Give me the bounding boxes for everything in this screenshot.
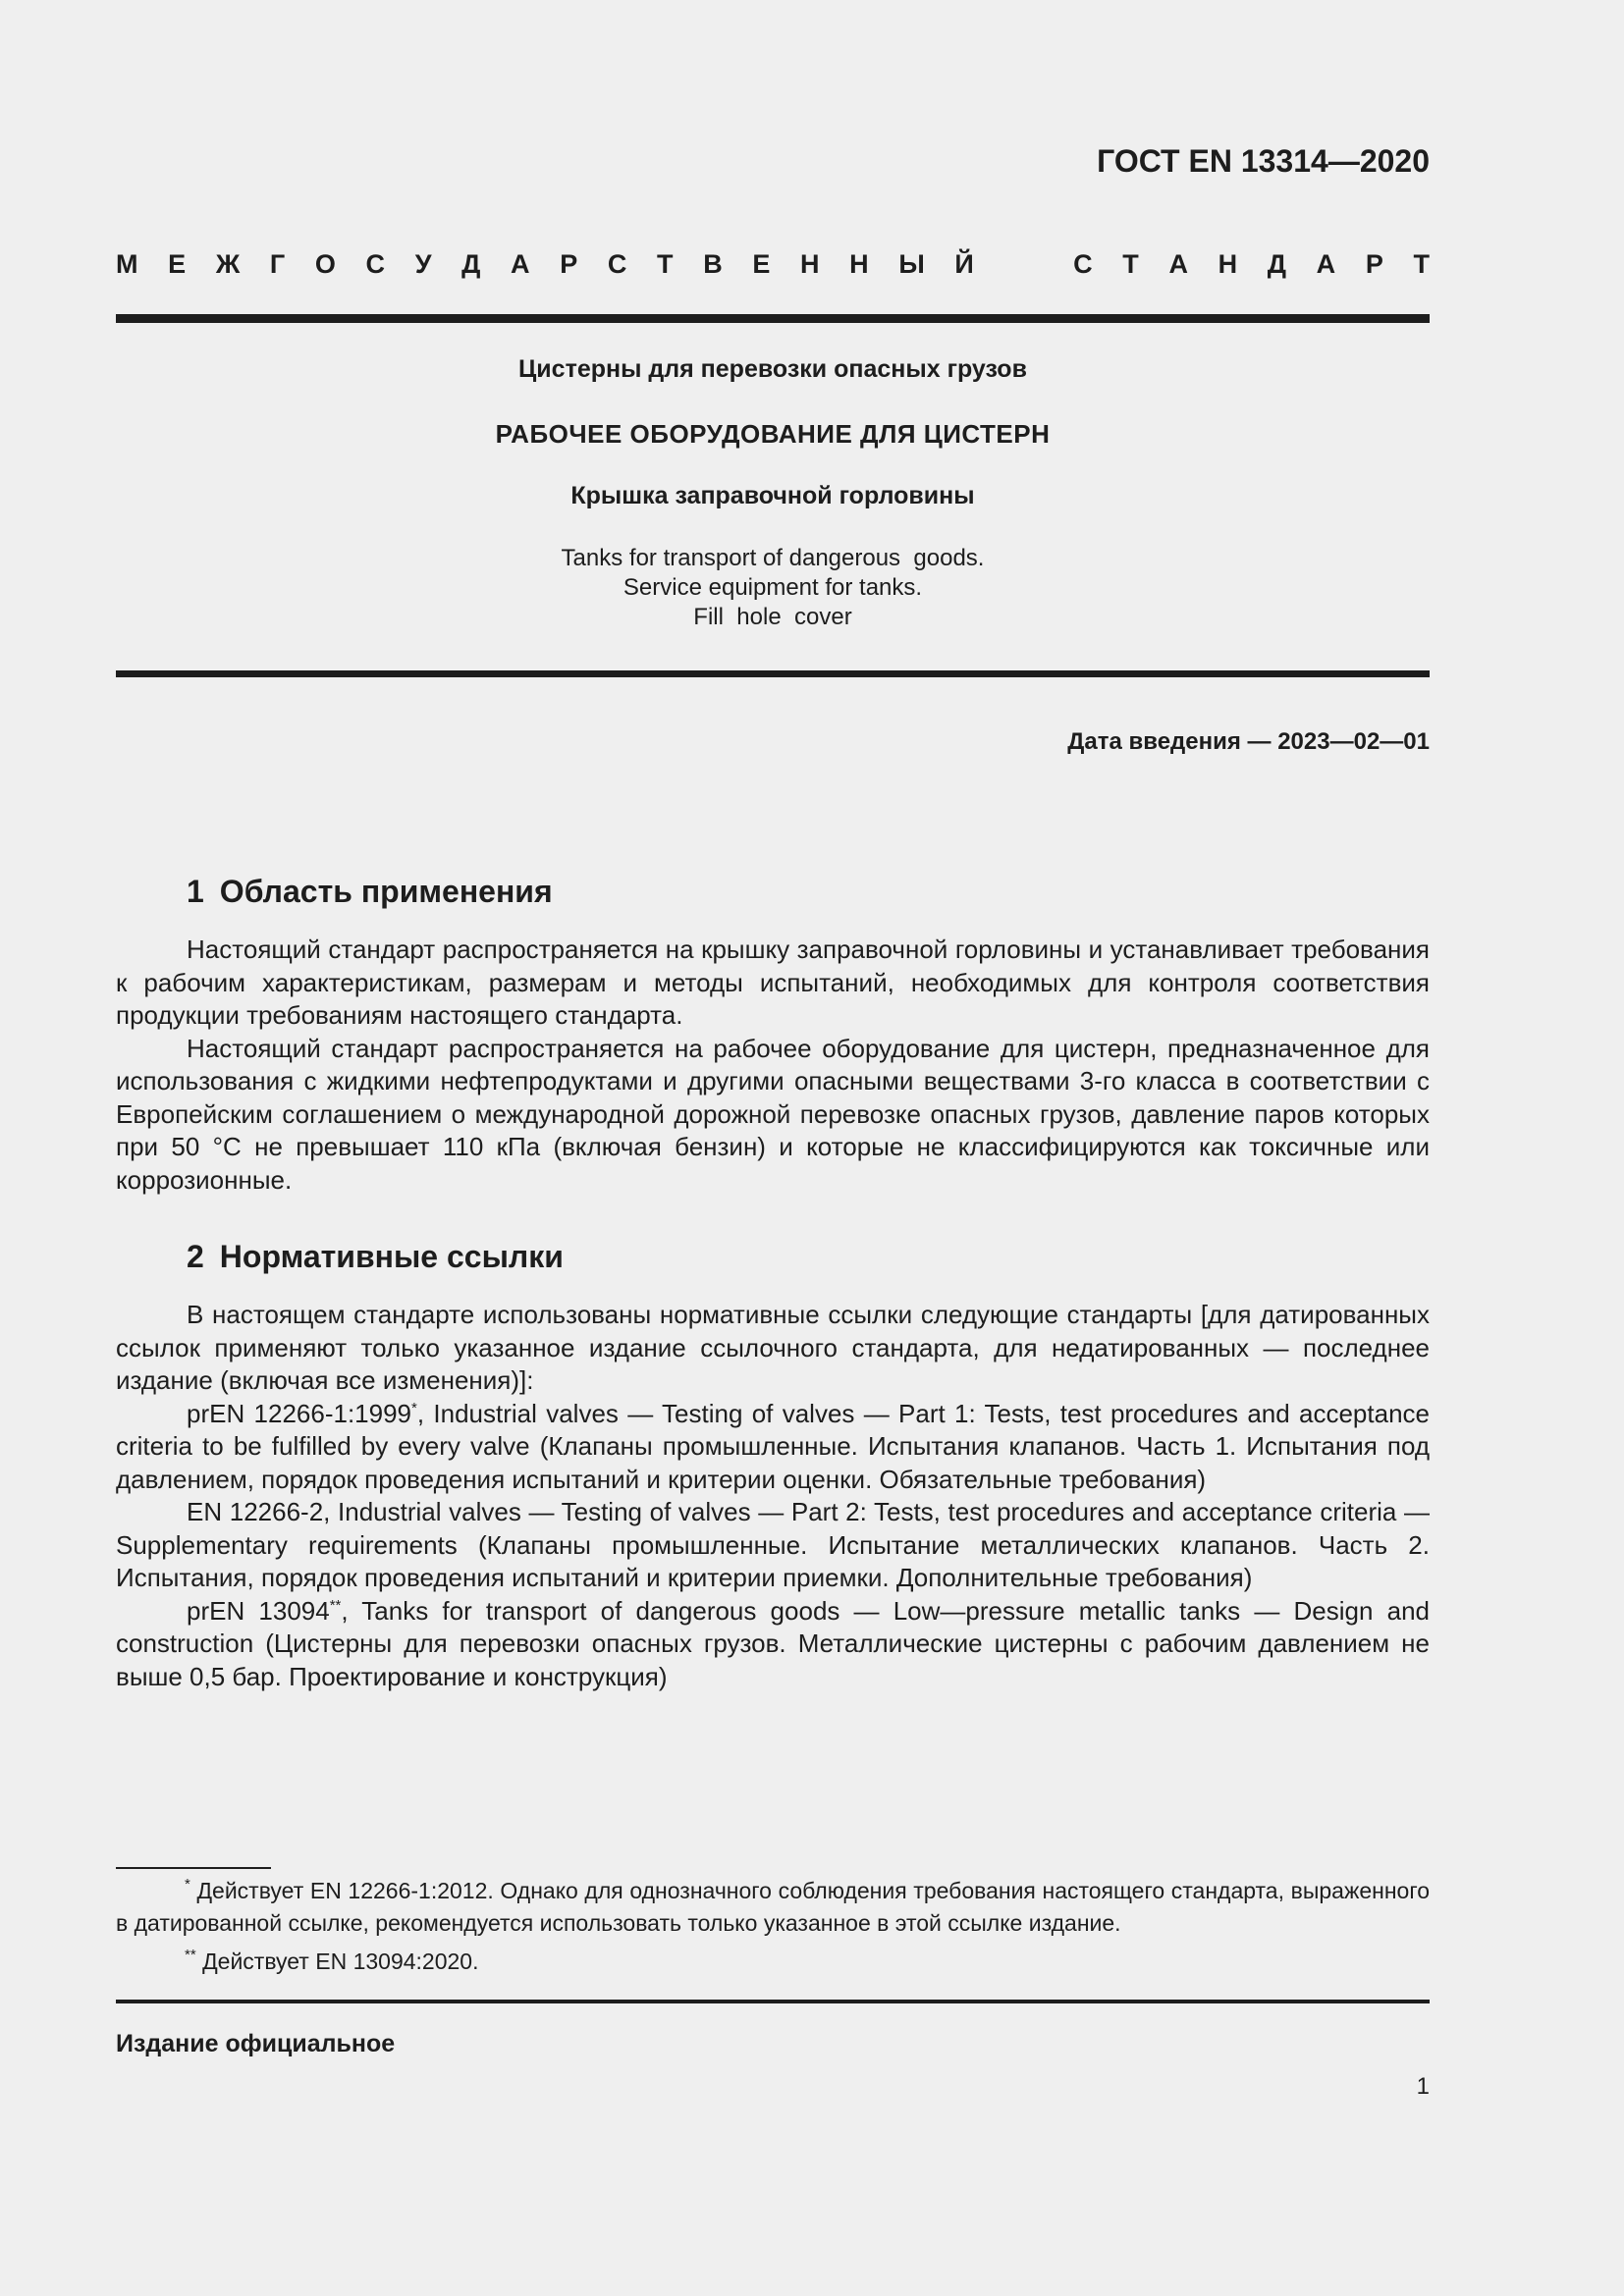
section-1-heading bbox=[187, 874, 553, 910]
section-2-body bbox=[116, 1299, 1430, 1693]
section-2-heading bbox=[187, 1239, 564, 1275]
english-title bbox=[116, 544, 1430, 632]
document-number: ГОСТ EN 13314—2020 bbox=[1097, 143, 1430, 179]
heading-letter-word-1: Н bbox=[849, 249, 869, 279]
reference-text: , Tanks for transport of dangerous goods — Low—pressure metallic tanks — Design and construction (Цистерны для перевозки опасных грузов. Металлические цистерны с рабочим давлением не выше 0,5 бар. Проектирование и конструкция) bbox=[116, 1595, 1430, 1691]
heading-letter-word-1: У bbox=[414, 249, 432, 279]
title-tank-category: Цистерны для перевозки опасных грузов bbox=[518, 355, 1027, 383]
section-title: Область применения bbox=[219, 874, 553, 909]
footnote-marker: ** bbox=[329, 1596, 342, 1614]
heading-letter-word-1: Н bbox=[800, 249, 820, 279]
section-number: 1 bbox=[187, 874, 204, 909]
heading-letter-word-1: В bbox=[703, 249, 723, 279]
heading-letter-word-1: С bbox=[365, 249, 386, 279]
section-1-body bbox=[116, 934, 1430, 1197]
footnote bbox=[116, 1946, 1430, 1978]
section-number: 2 bbox=[187, 1239, 204, 1274]
heading-letter-word-1: О bbox=[314, 249, 336, 279]
heading-letter-word-2: Н bbox=[1218, 249, 1238, 279]
heading-letter-word-1: Д bbox=[461, 249, 481, 279]
heading-letter-word-2: А bbox=[1316, 249, 1336, 279]
reference-item bbox=[116, 1595, 1430, 1694]
heading-letter-word-1: Ж bbox=[215, 249, 241, 279]
introduction-date: Дата введения — 2023—02—01 bbox=[1067, 728, 1430, 755]
heading-letter-word-1: Е bbox=[168, 249, 187, 279]
heading-letter-word-2: Т bbox=[1122, 249, 1139, 279]
standard-type-heading bbox=[116, 249, 1430, 280]
heading-letter-word-1: Й bbox=[954, 249, 974, 279]
footnote-text: Действует EN 12266-1:2012. Однако для однозначного соблюдения требования настоящего стандарта, выраженного в датированной ссылке, рекомендуется использовать только указанное в этой ссылке издание. bbox=[116, 1878, 1430, 1936]
title-equipment: РАБОЧЕЕ ОБОРУДОВАНИЕ ДЛЯ ЦИСТЕРН bbox=[495, 419, 1051, 449]
heading-letter-word-2: С bbox=[1073, 249, 1093, 279]
title-divider bbox=[116, 670, 1430, 677]
heading-letter-word-1: М bbox=[116, 249, 138, 279]
heading-letter-word-1: Т bbox=[657, 249, 674, 279]
footnote-marker: ** bbox=[185, 1947, 196, 1963]
heading-letter-word-1: А bbox=[511, 249, 530, 279]
paragraph: Настоящий стандарт распространяется на рабочее оборудование для цистерн, предназначенное для использования с жидкими нефтепродуктами и другими опасными веществами 3-го класса в соответствии с Европейским соглашением о международной дорожной перевозке опасных грузов, давление паров которых при 50 °С не превышает 110 кПа (включая бензин) и которые не классифицируются как токсичные или коррозионные. bbox=[116, 1033, 1430, 1195]
heading-letter-word-2: Т bbox=[1413, 249, 1430, 279]
footnote-separator bbox=[116, 1867, 271, 1869]
page-number: 1 bbox=[1416, 2073, 1430, 2100]
heading-letter-word-1: Е bbox=[752, 249, 771, 279]
section-title: Нормативные ссылки bbox=[219, 1239, 564, 1274]
paragraph: В настоящем стандарте использованы нормативные ссылки следующие стандарты [для датированных ссылок применяют только указанное издание ссылочного стандарта, для недатированных — последнее издание (включая все изменения)]: bbox=[116, 1300, 1430, 1395]
footnote-text: Действует EN 13094:2020. bbox=[195, 1949, 479, 1974]
footnote-marker: * bbox=[411, 1399, 417, 1416]
reference-text: , Industrial valves — Testing of valves — Part 2: Tests, test procedures and acceptance criteria — Supplementary requirements (Клапаны промышленные. Испытание металлических клапанов. Часть 2. Испытания, порядок проведения испытаний и критерии приемки. Дополнительные требования) bbox=[116, 1497, 1431, 1592]
english-title-line: Fill hole cover bbox=[693, 604, 852, 630]
footnotes bbox=[116, 1875, 1430, 1978]
heading-letter-word-2: Д bbox=[1267, 249, 1287, 279]
reference-code: prEN 12266-1:1999 bbox=[187, 1398, 412, 1428]
english-title-line: Tanks for transport of dangerous goods. bbox=[561, 545, 985, 571]
title-subject: Крышка заправочной горловины bbox=[570, 482, 975, 509]
footnote bbox=[116, 1875, 1430, 1940]
reference-item bbox=[116, 1496, 1430, 1595]
top-divider bbox=[116, 314, 1430, 323]
heading-letter-word-2: А bbox=[1168, 249, 1188, 279]
reference-item bbox=[116, 1398, 1430, 1497]
heading-letter-word-1: Ы bbox=[898, 249, 925, 279]
reference-code: EN 12266-2 bbox=[187, 1497, 324, 1526]
heading-letter-word-1: Р bbox=[560, 249, 578, 279]
paragraph: Настоящий стандарт распространяется на крышку заправочной горловины и устанавливает требования к рабочим характеристикам, размерам и методы испытаний, необходимых для контроля соответствия продукции требованиям настоящего стандарта. bbox=[116, 934, 1430, 1030]
heading-letter-word-1: Г bbox=[269, 249, 286, 279]
heading-letter-word-1: С bbox=[607, 249, 627, 279]
reference-text: , Industrial valves — Testing of valves — Part 1: Tests, test procedures and acceptance criteria to be fulfilled by every valve (Клапаны промышленные. Испытания клапанов. Часть 1. Испытания под давлением, порядок проведения испытаний и критерии оценки. Обязательные требования) bbox=[116, 1398, 1430, 1494]
heading-letter-word-2: Р bbox=[1365, 249, 1383, 279]
footer-divider bbox=[116, 2000, 1430, 2003]
reference-code: prEN 13094 bbox=[187, 1595, 330, 1626]
word-gap bbox=[1003, 249, 1043, 280]
footnote-marker: * bbox=[185, 1876, 190, 1893]
english-title-line: Service equipment for tanks. bbox=[623, 574, 923, 601]
official-edition-label: Издание официальное bbox=[116, 2030, 396, 2057]
